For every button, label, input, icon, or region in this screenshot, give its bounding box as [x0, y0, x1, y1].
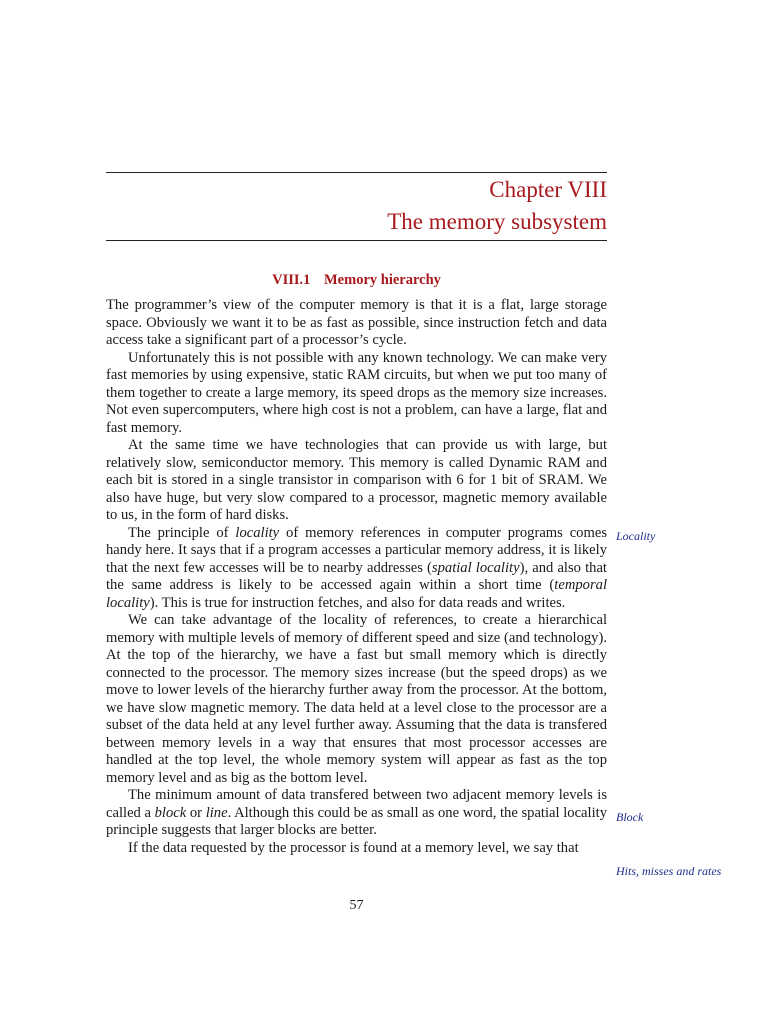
chapter-heading	[106, 174, 607, 238]
block-text-2: or	[186, 804, 206, 821]
block-text-1: The minimum amount of data transfered between two adjacent memory levels is called a	[106, 787, 607, 821]
temporal-locality-emphasis: temporal locality	[106, 577, 607, 611]
chapter-title: The memory subsystem	[387, 209, 607, 234]
paragraph-locality	[106, 525, 607, 613]
paragraph-block	[106, 787, 607, 840]
block-text-3: . Although this could be as small as one word, the spatial locality principle suggests that larger blocks are better.	[106, 804, 607, 838]
paragraph-dram: At the same time we have technologies that can provide us with large, but relatively slow, semiconductor memory. This memory is called Dynamic RAM and each bit is stored in a single transistor in comparison with 6 for 1 bit of SRAM. We also have huge, but very slow compared to a processor, magnetic memory available to us, in the form of hard disks.	[106, 437, 607, 523]
paragraph-intro: The programmer’s view of the computer memory is that it is a flat, large storage space. Obviously we want it to be as fast as possible, since instruction fetch and data access take a significant part of a processor’s cycle.	[106, 297, 607, 348]
locality-text-3: ), and also that the same address is likely to be accessed again within a short time (	[106, 559, 607, 593]
locality-text-2: of memory references in computer programs comes handy here. It says that if a program accesses a particular memory address, it is likely that the next few accesses will be to nearby addresses (	[106, 524, 607, 576]
spatial-locality-emphasis: spatial locality	[431, 559, 520, 576]
paragraph-technology: Unfortunately this is not possible with any known technology. We can make very fast memories by using expensive, static RAM circuits, but when we put too many of them together to create a large memory, its speed drops as the memory size increases. Not even supercomputers, where high cost is not a problem, can have a large, flat and fast memory.	[106, 349, 607, 436]
margin-note-hits: Hits, misses and rates	[616, 864, 722, 878]
line-emphasis: line	[205, 804, 228, 821]
locality-text-4: ). This is true for instruction fetches, and also for data reads and writes.	[149, 594, 566, 611]
block-emphasis: block	[154, 804, 187, 821]
section-title: Memory hierarchy	[324, 272, 441, 288]
section-heading	[106, 271, 607, 289]
paragraph-hits: If the data requested by the processor is found at a memory level, we say that	[128, 839, 579, 856]
locality-text-1: The principle of	[128, 524, 236, 541]
locality-emphasis: locality	[235, 524, 280, 541]
paragraph-hierarchy: We can take advantage of the locality of references, to create a hierarchical memory with multiple levels of memory of different speed and size (and technology). At the top of the hierarchy, we have a fast but small memory which is directly connected to the processor. The memory sizes increase (but the speed drops) as we move to lower levels of the hierarchy further away from the processor. At the bottom, we have slow magnetic memory. The data held at a level close to the processor are a subset of the data held at any level further away. Assuming that the data is transfered between memory levels in a way that ensures that most processor accesses are handled at the top level, the whole memory system will appear as fast as the top memory level and as big as the bottom level.	[106, 612, 607, 786]
margin-note-locality: Locality	[616, 529, 656, 543]
page-number: 57	[349, 898, 364, 913]
section-number: VIII.1	[272, 272, 311, 288]
top-rule	[106, 172, 607, 173]
body-text	[106, 297, 607, 857]
margin-note-block: Block	[616, 810, 644, 824]
chapter-label: Chapter VIII	[489, 177, 607, 202]
bottom-rule	[106, 240, 607, 241]
